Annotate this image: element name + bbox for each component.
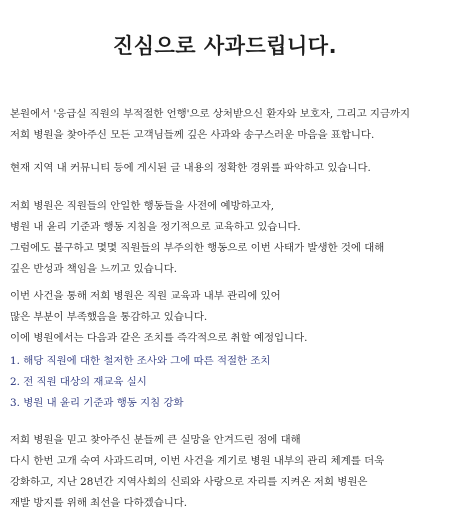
paragraph-closing <box>10 430 442 514</box>
text-line: 강화하고, 지난 28년간 지역사회의 신뢰와 사랑으로 자리를 지켜온 저희 병원은 <box>10 476 368 488</box>
text-line: 저희 병원은 직원들의 안일한 행동들을 사전에 예방하고자, <box>10 200 275 212</box>
paragraph-action-intro <box>10 286 442 349</box>
text-line: 현재 지역 내 커뮤니티 등에 게시된 글 내용의 정확한 경위를 파악하고 있습니다. <box>10 162 371 174</box>
text-line: 그럼에도 불구하고 몇몇 직원들의 부주의한 행동으로 이번 사태가 발생한 것에 대해 <box>10 242 385 254</box>
notice-title: 진심으로 사과드립니다. <box>112 34 338 58</box>
text-line: 재발 방지를 위해 최선을 다하겠습니다. <box>10 497 188 509</box>
text-line: 이번 사건을 통해 저희 병원은 직원 교육과 내부 관리에 있어 <box>10 290 281 302</box>
text-line: 이에 병원에서는 다음과 같은 조치를 즉각적으로 취할 예정입니다. <box>10 332 308 344</box>
text-line: 많은 부분이 부족했음을 통감하고 있습니다. <box>10 311 208 323</box>
measure-item: 2. 전 직원 대상의 재교육 실시 <box>10 376 147 388</box>
measure-item: 3. 병원 내 윤리 기준과 행동 지침 강화 <box>10 397 184 409</box>
text-line: 본원에서 '응급실 직원의 부적절한 언행'으로 상처받으신 환자와 보호자, 그리고 지금까지 <box>10 108 411 120</box>
measure-item: 1. 해당 직원에 대한 철저한 조사와 그에 따른 적절한 조치 <box>10 355 271 367</box>
paragraph-investigation <box>10 158 442 179</box>
text-line: 저희 병원을 믿고 찾아주신 분들께 큰 실망을 안겨드린 점에 대해 <box>10 434 301 446</box>
paragraph-apology <box>10 104 442 146</box>
text-line: 다시 한번 고개 숙여 사과드리며, 이번 사건을 계기로 병원 내부의 관리 체계를 더욱 <box>10 455 385 467</box>
text-line: 병원 내 윤리 기준과 행동 지침을 정기적으로 교육하고 있습니다. <box>10 221 301 233</box>
paragraph-responsibility <box>10 196 442 280</box>
measures-list <box>10 351 442 414</box>
text-line: 깊은 반성과 책임을 느끼고 있습니다. <box>10 263 178 275</box>
text-line: 저희 병원을 찾아주신 모든 고객님들께 깊은 사과와 송구스러운 마음을 표합니다. <box>10 129 375 141</box>
